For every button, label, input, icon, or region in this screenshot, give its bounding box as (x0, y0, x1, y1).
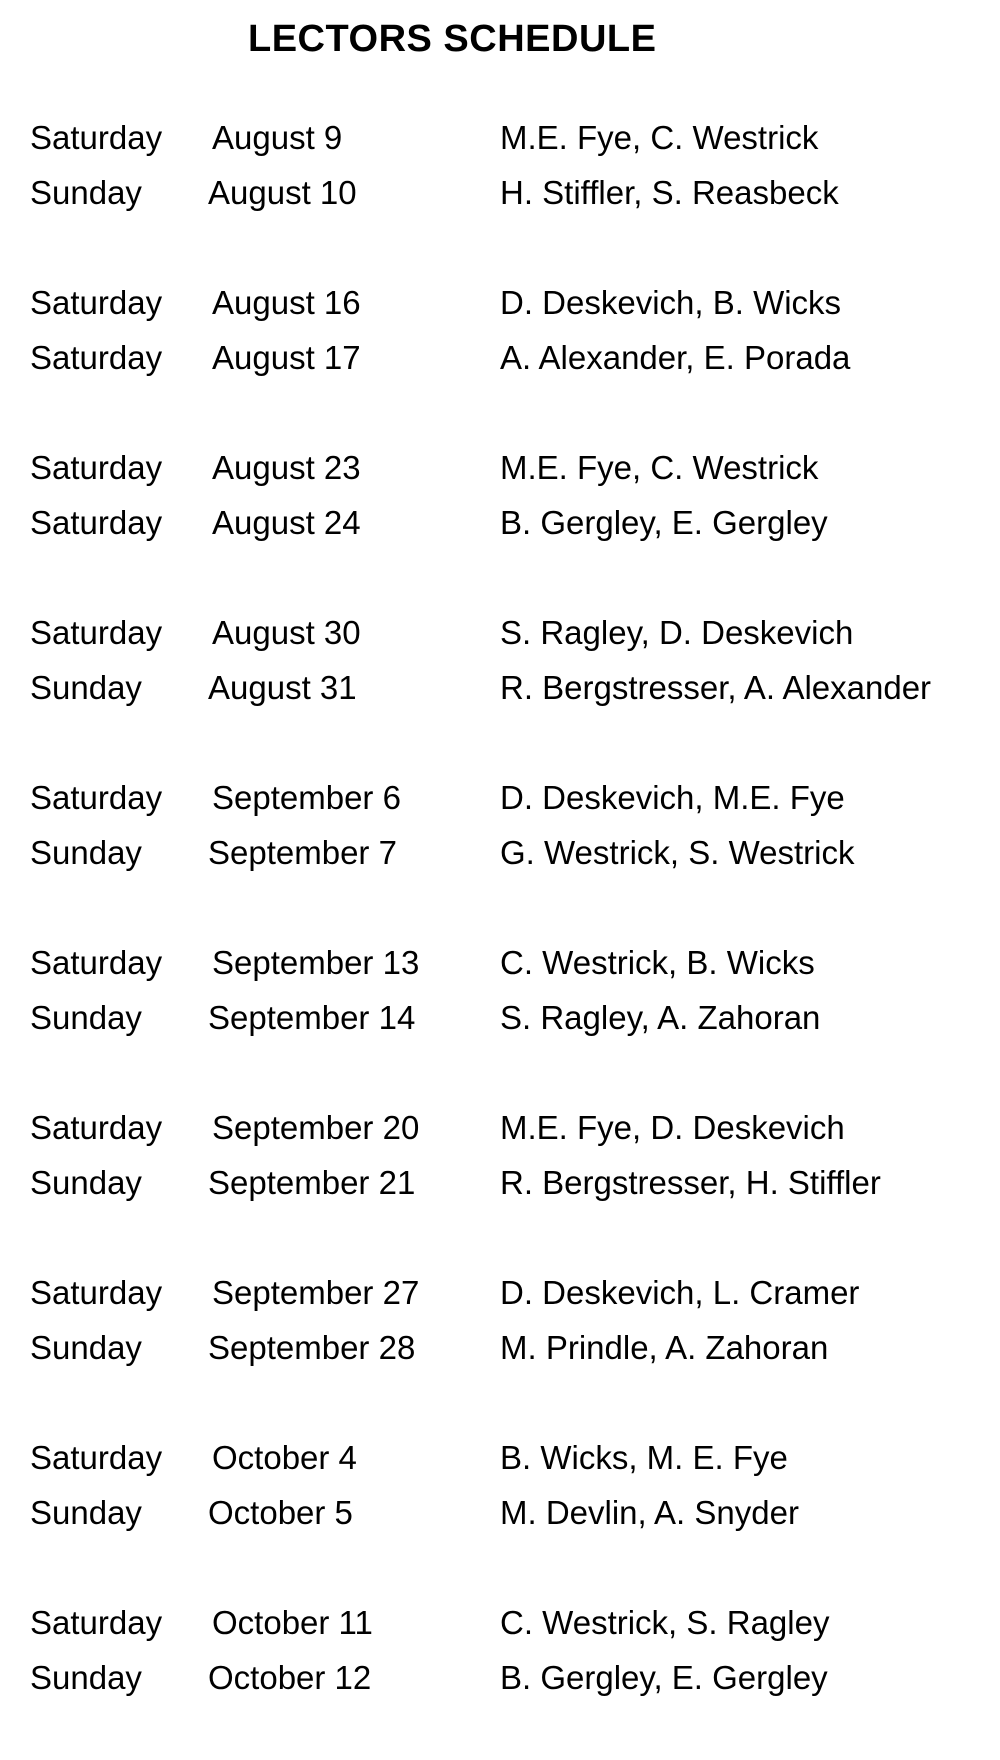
date-cell: September 21 (208, 1164, 416, 1201)
date-cell: October 4 (212, 1439, 357, 1476)
lectors-cell: M.E. Fye, C. Westrick (500, 449, 819, 486)
date-cell: August 10 (208, 174, 357, 211)
day-cell: Saturday (30, 1109, 163, 1146)
schedule-group (0, 1430, 1000, 1540)
date-cell: September 20 (212, 1109, 420, 1146)
date-cell: September 27 (212, 1274, 420, 1311)
schedule-row (0, 1650, 1000, 1705)
date-cell: August 30 (212, 614, 361, 651)
date-cell: August 16 (212, 284, 361, 321)
schedule-group (0, 1100, 1000, 1210)
lectors-cell: C. Westrick, B. Wicks (500, 944, 815, 981)
schedule-row (0, 330, 1000, 385)
lectors-cell: D. Deskevich, M.E. Fye (500, 779, 845, 816)
lectors-cell: A. Alexander, E. Porada (500, 339, 851, 376)
lectors-cell: H. Stiffler, S. Reasbeck (500, 174, 839, 211)
schedule-group (0, 1595, 1000, 1705)
schedule-group (0, 935, 1000, 1045)
schedule-group (0, 605, 1000, 715)
date-cell: September 13 (212, 944, 420, 981)
schedule-row (0, 1320, 1000, 1375)
date-cell: August 23 (212, 449, 361, 486)
day-cell: Sunday (30, 1659, 142, 1696)
schedule-row (0, 275, 1000, 330)
schedule-group (0, 110, 1000, 220)
schedule-row (0, 1430, 1000, 1485)
day-cell: Saturday (30, 284, 163, 321)
schedule-row (0, 165, 1000, 220)
schedule-row (0, 605, 1000, 660)
day-cell: Saturday (30, 614, 163, 651)
day-cell: Saturday (30, 1439, 163, 1476)
day-cell: Sunday (30, 669, 142, 706)
date-cell: October 5 (208, 1494, 353, 1531)
date-cell: August 24 (212, 504, 361, 541)
lectors-cell: M. Devlin, A. Snyder (500, 1494, 799, 1531)
date-cell: September 28 (208, 1329, 416, 1366)
lectors-cell: S. Ragley, A. Zahoran (500, 999, 821, 1036)
lectors-cell: R. Bergstresser, H. Stiffler (500, 1164, 881, 1201)
day-cell: Saturday (30, 779, 163, 816)
lectors-cell: B. Wicks, M. E. Fye (500, 1439, 788, 1476)
lectors-cell: M.E. Fye, D. Deskevich (500, 1109, 845, 1146)
day-cell: Saturday (30, 449, 163, 486)
lectors-cell: B. Gergley, E. Gergley (500, 504, 828, 541)
date-cell: September 14 (208, 999, 416, 1036)
lectors-cell: S. Ragley, D. Deskevich (500, 614, 854, 651)
schedule-group (0, 770, 1000, 880)
day-cell: Sunday (30, 999, 142, 1036)
lectors-cell: D. Deskevich, B. Wicks (500, 284, 842, 321)
schedule-row (0, 770, 1000, 825)
lectors-cell: D. Deskevich, L. Cramer (500, 1274, 860, 1311)
schedule-row (0, 1265, 1000, 1320)
day-cell: Saturday (30, 944, 163, 981)
date-cell: October 12 (208, 1659, 372, 1696)
date-cell: September 7 (208, 834, 397, 871)
schedule-row (0, 440, 1000, 495)
date-cell: August 17 (212, 339, 361, 376)
day-cell: Saturday (30, 1604, 163, 1641)
date-cell: October 11 (212, 1604, 373, 1641)
day-cell: Sunday (30, 834, 142, 871)
schedule-group (0, 275, 1000, 385)
schedule-row (0, 935, 1000, 990)
lectors-cell: M.E. Fye, C. Westrick (500, 119, 819, 156)
day-cell: Saturday (30, 339, 163, 376)
day-cell: Saturday (30, 1274, 163, 1311)
lectors-schedule-list (0, 110, 1000, 1760)
lectors-cell: M. Prindle, A. Zahoran (500, 1329, 829, 1366)
page-title: LECTORS SCHEDULE (248, 18, 657, 60)
day-cell: Sunday (30, 174, 142, 211)
date-cell: August 9 (212, 119, 343, 156)
lectors-cell: C. Westrick, S. Ragley (500, 1604, 830, 1641)
lectors-cell: R. Bergstresser, A. Alexander (500, 669, 932, 706)
day-cell: Saturday (30, 504, 163, 541)
schedule-row (0, 495, 1000, 550)
date-cell: August 31 (208, 669, 357, 706)
day-cell: Sunday (30, 1329, 142, 1366)
schedule-row (0, 1155, 1000, 1210)
day-cell: Sunday (30, 1494, 142, 1531)
schedule-row (0, 110, 1000, 165)
day-cell: Saturday (30, 119, 163, 156)
schedule-row (0, 990, 1000, 1045)
schedule-row (0, 660, 1000, 715)
schedule-row (0, 825, 1000, 880)
schedule-row (0, 1100, 1000, 1155)
schedule-group (0, 440, 1000, 550)
day-cell: Sunday (30, 1164, 142, 1201)
lectors-cell: B. Gergley, E. Gergley (500, 1659, 828, 1696)
lectors-cell: G. Westrick, S. Westrick (500, 834, 855, 871)
schedule-group (0, 1265, 1000, 1375)
date-cell: September 6 (212, 779, 401, 816)
schedule-row (0, 1485, 1000, 1540)
schedule-row (0, 1595, 1000, 1650)
